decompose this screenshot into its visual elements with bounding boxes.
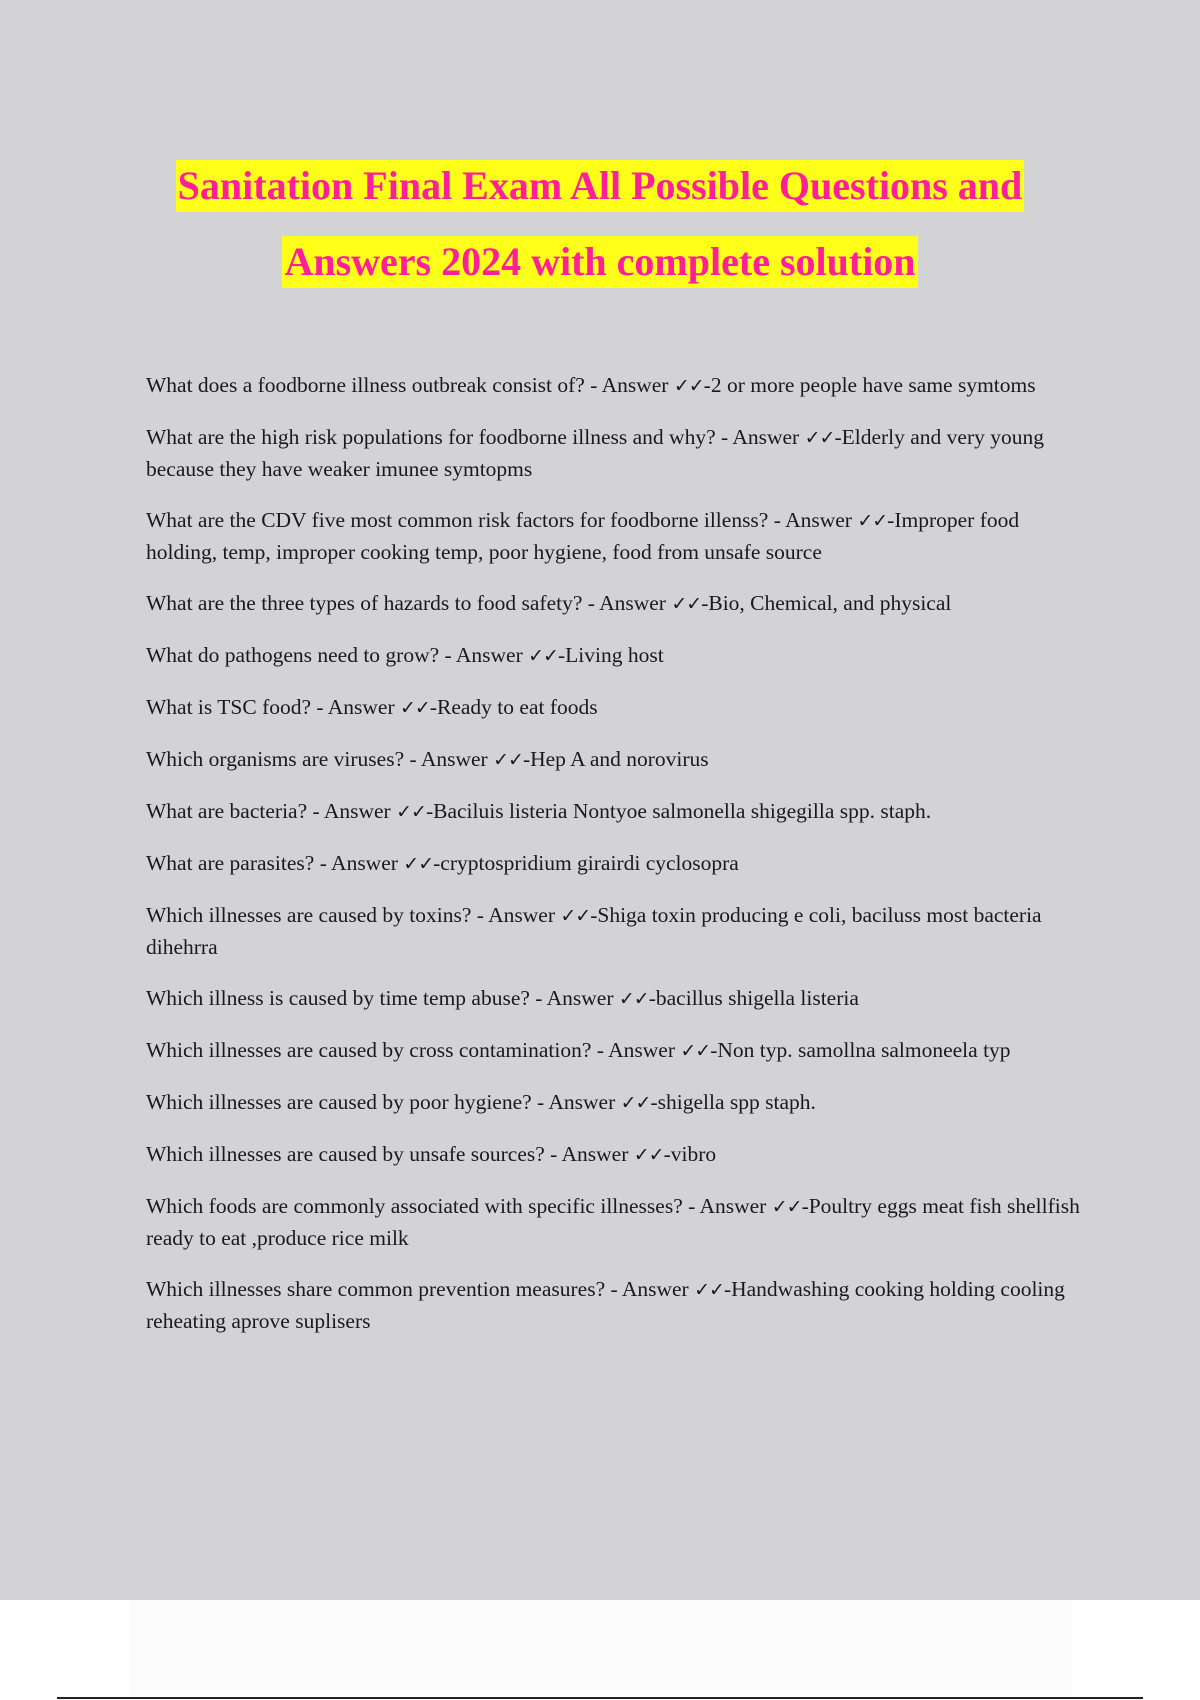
double-check-icon: ✓✓ [694,1279,724,1301]
qa-question: What does a foodborne illness outbreak consist of? - Answer [146,373,674,397]
qa-answer: -Shiga toxin producing e coli, baciluss most bacteria dihehrra [146,903,1042,959]
double-check-icon: ✓✓ [396,801,426,823]
qa-question: What are parasites? - Answer [146,851,404,875]
qa-list [146,370,1092,1357]
qa-item [146,1274,1092,1337]
qa-answer: -Hep A and norovirus [522,747,709,771]
qa-answer: -Living host [557,643,664,667]
qa-item [146,983,1092,1015]
qa-item [146,370,1092,402]
qa-item [146,744,1092,776]
qa-item [146,505,1092,568]
qa-answer: -Baciluis listeria Nontyoe salmonella shigegilla spp. staph. [425,799,932,823]
qa-answer: -Bio, Chemical, and physical [701,591,952,615]
double-check-icon: ✓✓ [673,375,704,397]
qa-answer: -Poultry eggs meat fish shellfish ready to eat ,produce rice milk [146,1194,1080,1250]
qa-item [146,692,1092,724]
qa-question: Which illnesses are caused by cross contamination? - Answer [146,1038,681,1062]
double-check-icon: ✓✓ [403,853,434,875]
double-check-icon: ✓✓ [857,510,888,532]
qa-question: Which foods are commonly associated with specific illnesses? - Answer [146,1194,772,1218]
double-check-icon: ✓✓ [771,1196,802,1218]
double-check-icon: ✓✓ [493,749,523,771]
double-check-icon: ✓✓ [804,427,835,449]
double-check-icon: ✓✓ [680,1040,711,1062]
qa-answer: -shigella spp staph. [650,1090,816,1114]
qa-item [146,1191,1092,1254]
qa-item [146,900,1092,963]
qa-question: What is TSC food? - Answer [146,695,400,719]
qa-answer: -Handwashing cooking holding cooling reheating aprove suplisers [146,1277,1065,1333]
qa-item [146,1087,1092,1119]
double-check-icon: ✓✓ [671,593,702,615]
double-check-icon: ✓✓ [633,1144,664,1166]
page-footer-area [130,1600,1072,1695]
qa-answer: -vibro [663,1142,717,1166]
title-line-2: Answers 2024 with complete solution [282,236,917,288]
qa-question: What are the three types of hazards to food safety? - Answer [146,591,672,615]
double-check-icon: ✓✓ [620,1092,651,1114]
qa-item [146,848,1092,880]
double-check-icon: ✓✓ [618,988,649,1010]
qa-question: What do pathogens need to grow? - Answer [146,643,529,667]
document-title [0,160,1200,312]
qa-question: Which illness is caused by time temp abuse? - Answer [146,986,619,1010]
qa-question: Which illnesses share common prevention measures? - Answer [146,1277,695,1301]
footer-divider [57,1697,1143,1699]
qa-item [146,588,1092,620]
qa-question: What are the CDV five most common risk factors for foodborne illenss? - Answer [146,508,858,532]
qa-item [146,1035,1092,1067]
qa-question: Which illnesses are caused by toxins? - Answer [146,903,561,927]
qa-question: Which illnesses are caused by unsafe sources? - Answer [146,1142,634,1166]
title-line-1: Sanitation Final Exam All Possible Questions and [176,160,1025,212]
qa-answer: -2 or more people have same symtoms [703,373,1036,397]
qa-answer: -Improper food holding, temp, improper cooking temp, poor hygiene, food from unsafe source [146,508,1020,564]
qa-item [146,796,1092,828]
double-check-icon: ✓✓ [528,645,558,667]
qa-question: What are the high risk populations for foodborne illness and why? - Answer [146,425,805,449]
qa-answer: -Ready to eat foods [429,695,598,719]
double-check-icon: ✓✓ [400,697,430,719]
qa-question: What are bacteria? - Answer [146,799,397,823]
qa-question: Which organisms are viruses? - Answer [146,747,494,771]
double-check-icon: ✓✓ [560,905,591,927]
qa-item [146,1139,1092,1171]
qa-answer: -Elderly and very young because they have weaker imunee symtopms [146,425,1044,481]
qa-item [146,640,1092,672]
qa-answer: -cryptospridium girairdi cyclosopra [433,851,739,875]
qa-answer: -bacillus shigella listeria [648,986,859,1010]
qa-item [146,422,1092,485]
qa-answer: -Non typ. samollna salmoneela typ [710,1038,1011,1062]
qa-question: Which illnesses are caused by poor hygiene? - Answer [146,1090,621,1114]
